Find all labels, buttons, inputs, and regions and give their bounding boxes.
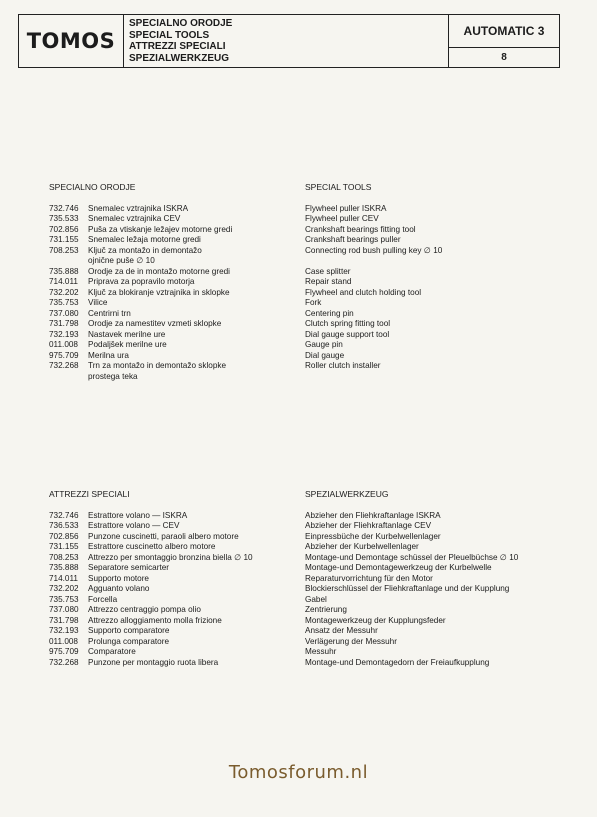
tool-row xyxy=(305,319,442,330)
part-number: 737.080 xyxy=(49,308,79,318)
tool-list xyxy=(49,511,253,669)
tool-description: Blockierschlüssel der Fliehkraftanlage und der Kupplung xyxy=(305,584,510,593)
tool-row xyxy=(49,616,253,627)
tool-row xyxy=(305,288,442,299)
part-number: 708.253 xyxy=(49,552,79,562)
tool-row xyxy=(49,595,253,606)
tool-row xyxy=(305,647,518,658)
tool-description: Attrezzo per smontaggio bronzina biella ∅ 10 xyxy=(88,552,253,562)
tool-row xyxy=(305,658,518,669)
section-italian xyxy=(49,489,253,668)
tool-row xyxy=(49,214,232,225)
tool-description: Montage-und Demontage schüssel der Pleuelbüchse ∅ 10 xyxy=(305,552,519,562)
tool-row xyxy=(305,267,442,278)
tool-description: Estrattore volano — ISKRA xyxy=(88,510,188,520)
part-number: 731.155 xyxy=(49,542,79,551)
tool-description: Einpressbüche der Kurbelwellenlager xyxy=(305,531,441,541)
tool-row xyxy=(305,553,518,564)
tool-row xyxy=(49,235,232,246)
tool-description: Flywheel and clutch holding tool xyxy=(305,287,422,297)
tool-description: Ansatz der Messuhr xyxy=(305,626,378,635)
part-number: 731.155 xyxy=(49,235,79,244)
tool-row xyxy=(49,563,253,574)
tool-row xyxy=(305,595,518,606)
tool-description: Crankshaft bearings fitting tool xyxy=(305,224,416,234)
tool-description: Abzieher den Fliehkraftanlage ISKRA xyxy=(305,510,441,520)
tool-description: Centering pin xyxy=(305,308,354,318)
tool-description: Agguanto volano xyxy=(88,584,150,593)
part-number: 732.268 xyxy=(49,657,79,667)
tool-row xyxy=(305,626,518,637)
part-number: 011.008 xyxy=(49,636,78,646)
tool-description-cont xyxy=(305,256,307,267)
tool-description: Attrezzo centraggio pompa olio xyxy=(88,605,201,614)
part-number: 731.798 xyxy=(49,319,79,328)
part-number: 975.709 xyxy=(49,350,79,360)
tool-description: Zentrierung xyxy=(305,605,347,614)
section-heading: SPEZIALWERKZEUG xyxy=(305,489,389,499)
part-number: 735.753 xyxy=(49,594,79,604)
tool-description: Flywheel puller CEV xyxy=(305,214,379,223)
tool-description: Puša za vtiskanje ležajev motorne gredi xyxy=(88,224,233,234)
tool-description: Separatore semicarter xyxy=(88,563,169,572)
tool-row xyxy=(305,616,518,627)
part-number: 732.202 xyxy=(49,584,79,593)
title-it: ATTREZZI SPECIALI xyxy=(129,41,226,52)
part-number: 732.746 xyxy=(49,203,79,213)
part-number: 732.268 xyxy=(49,361,79,370)
tool-row-continuation xyxy=(305,256,442,267)
title-sl: SPECIALNO ORODJE xyxy=(129,18,233,29)
part-number: 732.202 xyxy=(49,287,79,297)
tool-description: Attrezzo alloggiamento molla frizione xyxy=(88,615,222,625)
spacer xyxy=(49,256,88,267)
tool-row xyxy=(49,553,253,564)
tool-row xyxy=(49,658,253,669)
tool-row xyxy=(49,267,232,278)
tool-row xyxy=(305,511,518,522)
tool-row xyxy=(305,309,442,320)
tool-description: Estrattore cuscinetto albero motore xyxy=(88,542,216,551)
tool-row xyxy=(305,277,442,288)
tool-row xyxy=(49,647,253,658)
tool-description: Centrirni trn xyxy=(88,308,131,318)
tool-description-cont: prostega teka xyxy=(88,371,138,381)
tool-row xyxy=(305,204,442,215)
part-number: 737.080 xyxy=(49,605,79,614)
tool-description: Nastavek merilne ure xyxy=(88,329,166,339)
tool-row xyxy=(49,225,232,236)
part-number: 732.193 xyxy=(49,626,79,635)
part-number: 732.193 xyxy=(49,329,79,339)
tool-description: Trn za montažo in demontažo sklopke xyxy=(88,361,227,370)
part-number: 702.856 xyxy=(49,224,79,234)
tool-description: Fork xyxy=(305,298,322,307)
tool-description: Snemalec vztrajnika CEV xyxy=(88,214,181,223)
tool-description: Estrattore volano — CEV xyxy=(88,521,180,530)
tool-description: Vilice xyxy=(88,298,108,307)
part-number: 735.533 xyxy=(49,214,79,223)
tool-description: Prolunga comparatore xyxy=(88,636,170,646)
tool-description: Reparaturvorrichtung für den Motor xyxy=(305,573,433,583)
tool-row xyxy=(49,204,232,215)
part-number: 714.011 xyxy=(49,573,78,583)
tool-description: Gabel xyxy=(305,594,327,604)
tool-description: Dial gauge support tool xyxy=(305,329,390,339)
tool-row xyxy=(305,340,442,351)
tool-row xyxy=(49,532,253,543)
tool-description: Ključ za montažo in demontažo xyxy=(88,245,202,255)
tool-description: Roller clutch installer xyxy=(305,361,381,370)
tool-row xyxy=(49,351,232,362)
tool-row xyxy=(305,532,518,543)
part-number: 735.888 xyxy=(49,266,79,276)
tool-description: Gauge pin xyxy=(305,340,343,349)
tool-description: Verlägerung der Messuhr xyxy=(305,636,397,646)
section-heading: SPECIAL TOOLS xyxy=(305,182,372,192)
title-de: SPEZIALWERKZEUG xyxy=(129,52,230,64)
tool-row xyxy=(305,542,518,553)
tool-row xyxy=(49,511,253,522)
part-number: 975.709 xyxy=(49,647,79,656)
page-number: 8 xyxy=(501,52,507,63)
title-en: SPECIAL TOOLS xyxy=(129,29,210,41)
tool-row xyxy=(49,361,232,372)
part-number: 011.008 xyxy=(49,340,78,349)
tool-row xyxy=(49,246,232,257)
tool-row xyxy=(49,277,232,288)
tool-row xyxy=(49,637,253,648)
tool-list xyxy=(49,204,232,383)
tool-row xyxy=(305,584,518,595)
tool-description: Montage-und Demontagedorn der Freiaufkupplung xyxy=(305,657,490,667)
tool-row xyxy=(49,574,253,585)
tool-row xyxy=(305,574,518,585)
tool-row xyxy=(305,330,442,341)
tool-description: Clutch spring fitting tool xyxy=(305,319,391,328)
part-number: 736.533 xyxy=(49,521,79,530)
tool-description: Montagewerkzeug der Kupplungsfeder xyxy=(305,615,446,625)
tool-description: Comparatore xyxy=(88,647,136,656)
tool-row xyxy=(49,521,253,532)
tool-description: Repair stand xyxy=(305,277,352,286)
tool-row xyxy=(305,563,518,574)
tool-row-continuation xyxy=(49,372,232,383)
tool-description-cont: ojnične puše ∅ 10 xyxy=(88,256,155,265)
tool-row xyxy=(305,637,518,648)
tool-description: Snemalec vztrajnika ISKRA xyxy=(88,203,189,213)
section-english xyxy=(305,182,442,372)
tool-description: Merilna ura xyxy=(88,350,129,360)
tool-list xyxy=(305,204,442,372)
tool-description: Priprava za popravilo motorja xyxy=(88,277,195,286)
tool-description: Orodje za namestitev vzmeti sklopke xyxy=(88,319,222,328)
part-number: 735.753 xyxy=(49,298,79,307)
section-slovenian xyxy=(49,182,232,382)
page-header xyxy=(18,14,560,68)
tool-row xyxy=(305,246,442,257)
tool-row xyxy=(49,298,232,309)
tool-row xyxy=(49,288,232,299)
tool-row xyxy=(49,626,253,637)
part-number: 735.888 xyxy=(49,563,79,572)
tool-row xyxy=(305,298,442,309)
tool-description: Dial gauge xyxy=(305,350,345,360)
tool-description: Abzieher der Kurbelwellenlager xyxy=(305,542,419,551)
tool-description: Abzieher der Fliehkraftanlage CEV xyxy=(305,521,432,530)
tool-description: Punzone cuscinetti, paraoli albero motore xyxy=(88,531,239,541)
tool-description: Forcella xyxy=(88,594,118,604)
tool-row xyxy=(49,542,253,553)
tool-description: Crankshaft bearings puller xyxy=(305,235,401,244)
tool-description: Supporto motore xyxy=(88,573,149,583)
part-number: 732.746 xyxy=(49,510,79,520)
spacer xyxy=(49,372,88,383)
tool-description: Ključ za blokiranje vztrajnika in sklopke xyxy=(88,287,230,297)
tool-description: Podaljšek merilne ure xyxy=(88,340,167,349)
tool-row-continuation xyxy=(49,256,232,267)
tool-description: Case splitter xyxy=(305,266,351,276)
part-number: 702.856 xyxy=(49,531,79,541)
tool-description: Montage-und Demontagewerkzeug der Kurbelwelle xyxy=(305,563,492,572)
section-heading: SPECIALNO ORODJE xyxy=(49,182,136,192)
part-number: 708.253 xyxy=(49,245,79,255)
tool-row xyxy=(49,319,232,330)
tool-row xyxy=(305,361,442,372)
tool-row xyxy=(305,605,518,616)
tool-row xyxy=(49,605,253,616)
tool-description: Snemalec ležaja motorne gredi xyxy=(88,235,201,244)
tool-description: Orodje za de in montažo motorne gredi xyxy=(88,266,230,276)
tool-row xyxy=(305,521,518,532)
tool-description: Connecting rod bush pulling key ∅ 10 xyxy=(305,245,443,255)
model-name: AUTOMATIC 3 xyxy=(449,15,559,48)
tool-row xyxy=(49,330,232,341)
tool-description: Messuhr xyxy=(305,647,337,656)
tomos-logo: TOMOS xyxy=(26,29,116,53)
tool-row xyxy=(305,225,442,236)
tool-description: Punzone per montaggio ruota libera xyxy=(88,657,219,667)
tool-row xyxy=(49,584,253,595)
header-right xyxy=(449,15,559,67)
tool-row xyxy=(49,309,232,320)
tool-row xyxy=(305,214,442,225)
tool-row xyxy=(49,340,232,351)
tool-description: Supporto comparatore xyxy=(88,626,170,635)
part-number: 731.798 xyxy=(49,615,79,625)
header-titles xyxy=(124,15,449,67)
tool-row xyxy=(305,235,442,246)
logo-box xyxy=(19,15,124,67)
watermark: Tomosforum.nl xyxy=(228,762,369,783)
section-heading: ATTREZZI SPECIALI xyxy=(49,489,130,499)
section-german xyxy=(305,489,518,668)
part-number: 714.011 xyxy=(49,277,78,286)
tool-row xyxy=(305,351,442,362)
tool-list xyxy=(305,511,518,669)
tool-description: Flywheel puller ISKRA xyxy=(305,203,387,213)
